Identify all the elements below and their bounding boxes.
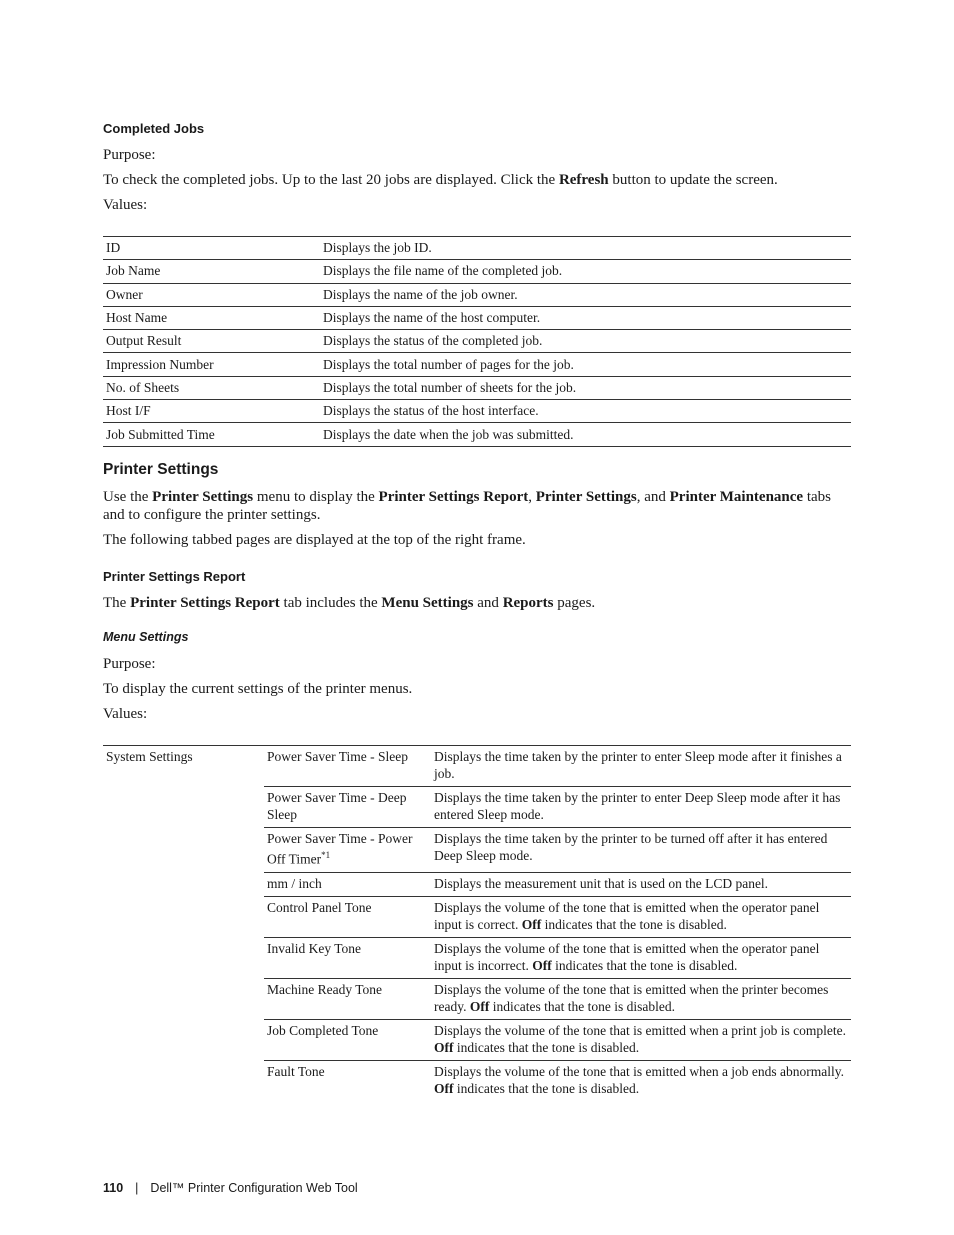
table-row: Power Saver Time - Power Off Timer$^{*1}$ Displays the time taken by the printer to be turned off after it has entered Deep Sleep mode. xyxy=(103,828,851,873)
completed-jobs-heading: Completed Jobs xyxy=(103,121,205,136)
printer-settings-report-heading: Printer Settings Report xyxy=(103,569,246,584)
table-row: Machine Ready Tone Displays the volume of the tone that is emitted when the printer becomes ready. Off indicates that the tone is disabled. xyxy=(103,978,851,1019)
completed-jobs-table xyxy=(103,236,851,447)
table-row: ID Displays the job ID. xyxy=(103,237,851,260)
table-row: Host I/F Displays the status of the host interface. xyxy=(103,400,851,423)
table-row: Job Name Displays the file name of the completed job. xyxy=(103,260,851,283)
group-cell: System Settings xyxy=(103,746,264,1101)
table-row: Job Submitted Time Displays the date when the job was submitted. xyxy=(103,423,851,446)
table-row: Job Completed Tone Displays the volume of the tone that is emitted when a print job is complete. Off indicates that the tone is disabled. xyxy=(103,1019,851,1060)
page-number: 110 xyxy=(103,1181,124,1195)
values-label: Values: xyxy=(103,706,148,722)
printer-settings-heading: Printer Settings xyxy=(103,461,219,478)
completed-jobs-purpose: To check the completed jobs. Up to the last 20 jobs are displayed. Click the Refresh button to update the screen. xyxy=(103,172,778,188)
report-intro: The Printer Settings Report tab includes the Menu Settings and Reports pages. xyxy=(103,595,596,611)
menu-settings-table xyxy=(103,745,851,1101)
table-row: No. of Sheets Displays the total number of sheets for the job. xyxy=(103,376,851,399)
printer-settings-intro: Use the Printer Settings menu to display the Printer Settings Report, Printer Settings, and Printer Maintenance tabs and to configure the printer settings. xyxy=(103,489,831,523)
menu-settings-purpose: To display the current settings of the printer menus. xyxy=(103,681,413,697)
refresh-term: Refresh xyxy=(558,172,609,188)
table-row: Control Panel Tone Displays the volume of the tone that is emitted when the operator panel input is correct. Off indicates that the tone is disabled. xyxy=(103,896,851,937)
table-row: Invalid Key Tone Displays the volume of the tone that is emitted when the operator panel input is incorrect. Off indicates that the tone is disabled. xyxy=(103,937,851,978)
table-row: Owner Displays the name of the job owner. xyxy=(103,283,851,306)
menu-settings-heading: Menu Settings xyxy=(103,630,189,644)
purpose-label: Purpose: xyxy=(103,656,156,672)
purpose-label: Purpose: xyxy=(103,147,156,163)
values-label: Values: xyxy=(103,197,148,213)
footer-title: Dell™ Printer Configuration Web Tool xyxy=(150,1181,358,1195)
table-row: Power Saver Time - Deep Sleep Displays the time taken by the printer to enter Deep Sleep mode after it has entered Sleep mode. xyxy=(103,787,851,828)
page-footer xyxy=(103,1181,358,1195)
printer-settings-tabs-note: The following tabbed pages are displayed at the top of the right frame. xyxy=(103,532,526,548)
table-row: Output Result Displays the status of the completed job. xyxy=(103,330,851,353)
table-row: Host Name Displays the name of the host computer. xyxy=(103,306,851,329)
table-row: mm / inch Displays the measurement unit that is used on the LCD panel. xyxy=(103,872,851,896)
table-row: Impression Number Displays the total number of pages for the job. xyxy=(103,353,851,376)
table-row: Fault Tone Displays the volume of the tone that is emitted when a job ends abnormally. Off indicates that the tone is disabled. xyxy=(103,1060,851,1101)
footer-separator: | xyxy=(135,1181,139,1195)
table-row: System Settings Power Saver Time - Sleep Displays the time taken by the printer to enter Sleep mode after it finishes a job. xyxy=(103,746,851,787)
